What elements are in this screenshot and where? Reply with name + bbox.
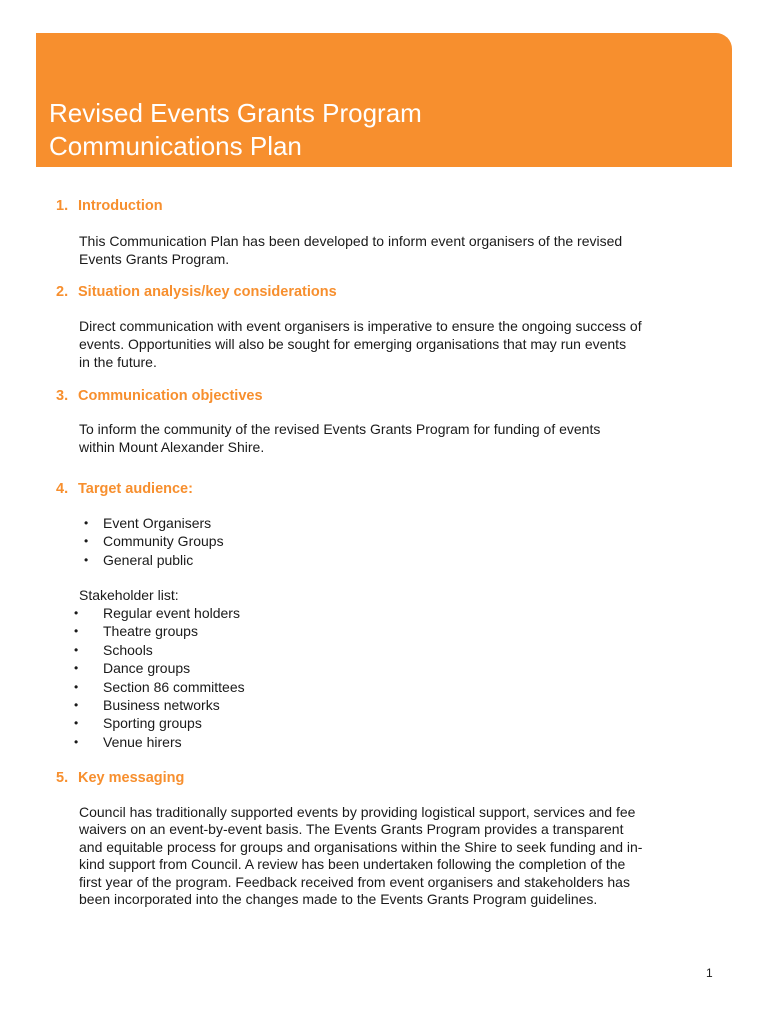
section-number: 5.: [56, 770, 69, 786]
situation-paragraph: [79, 317, 709, 371]
section-heading-messaging: [56, 769, 184, 787]
title-banner: [36, 33, 732, 167]
list-item-text: Schools: [103, 641, 153, 658]
text-line: Council has traditionally supported events by providing logistical support, services and fee: [79, 804, 636, 820]
list-item: [74, 714, 245, 732]
text-line: within Mount Alexander Shire.: [79, 439, 265, 455]
list-item: [74, 641, 245, 659]
text-line: Events Grants Program.: [79, 251, 230, 267]
text-line: kind support from Council. A review has been undertaken following the completion of the: [79, 856, 626, 873]
list-item: [74, 659, 245, 677]
title-line-2: Communications Plan: [49, 131, 302, 161]
list-item-text: Business networks: [103, 697, 220, 714]
stakeholder-label: Stakeholder list:: [79, 587, 179, 603]
text-line: first year of the program. Feedback received from event organisers and stakeholders has: [79, 873, 630, 890]
text-line: events. Opportunities will also be sought for emerging organisations that may run events: [79, 336, 627, 352]
bullet-icon: •: [74, 661, 79, 676]
section-title: Key messaging: [78, 770, 185, 786]
stakeholder-list: [74, 604, 245, 751]
bullet-icon: •: [84, 534, 89, 549]
section-number: 3.: [56, 388, 69, 404]
list-item-text: Venue hirers: [103, 733, 182, 750]
list-item: [74, 733, 245, 751]
bullet-icon: •: [84, 516, 89, 530]
list-item: [74, 622, 245, 640]
bullet-icon: •: [74, 642, 79, 657]
text-line: To inform the community of the revised Events Grants Program for funding of events: [79, 421, 601, 437]
bullet-icon: •: [74, 734, 79, 749]
objectives-paragraph: [79, 420, 709, 456]
list-item-text: Regular event holders: [103, 605, 240, 621]
list-item-text: Theatre groups: [103, 623, 198, 640]
text-line: in the future.: [79, 354, 157, 370]
section-number: 2.: [56, 284, 69, 300]
list-item-text: Dance groups: [103, 660, 191, 677]
document-title: [49, 97, 422, 163]
bullet-icon: •: [74, 606, 79, 620]
list-item: [74, 604, 245, 622]
text-line: This Communication Plan has been developed to inform event organisers of the revised: [79, 233, 623, 249]
list-item: [74, 696, 245, 714]
bullet-icon: •: [74, 698, 79, 713]
list-item-text: Section 86 committees: [103, 678, 245, 695]
section-heading-introduction: [56, 197, 163, 215]
title-line-1: Revised Events Grants Program: [49, 98, 422, 128]
audience-list: [80, 514, 224, 569]
introduction-paragraph: [79, 232, 709, 268]
list-item-text: Event Organisers: [103, 515, 212, 531]
bullet-icon: •: [74, 624, 79, 639]
section-title: Communication objectives: [78, 388, 263, 404]
list-item: [80, 514, 224, 532]
text-line: Direct communication with event organisers is imperative to ensure the ongoing success of: [79, 318, 642, 334]
bullet-icon: •: [74, 716, 79, 731]
section-heading-objectives: [56, 387, 263, 405]
text-line: and equitable process for groups and organisations within the Shire to seek funding and in-: [79, 838, 643, 855]
section-title: Target audience:: [78, 481, 193, 497]
section-title: Situation analysis/key considerations: [78, 284, 337, 300]
list-item: [80, 532, 224, 550]
text-line: waivers on an event-by-event basis. The Events Grants Program provides a transparent: [79, 821, 624, 838]
list-item-text: General public: [103, 551, 194, 568]
messaging-paragraph: [79, 804, 709, 908]
page-number: 1: [706, 966, 713, 980]
list-item-text: Sporting groups: [103, 715, 202, 732]
list-item: [74, 678, 245, 696]
section-heading-situation: [56, 283, 337, 301]
bullet-icon: •: [74, 679, 79, 694]
list-item: [80, 551, 224, 569]
bullet-icon: •: [84, 552, 89, 567]
section-number: 4.: [56, 481, 69, 497]
section-number: 1.: [56, 198, 69, 214]
section-title: Introduction: [78, 198, 163, 214]
section-heading-audience: [56, 480, 193, 498]
text-line: been incorporated into the changes made to the Events Grants Program guidelines.: [79, 891, 598, 908]
list-item-text: Community Groups: [103, 533, 224, 550]
